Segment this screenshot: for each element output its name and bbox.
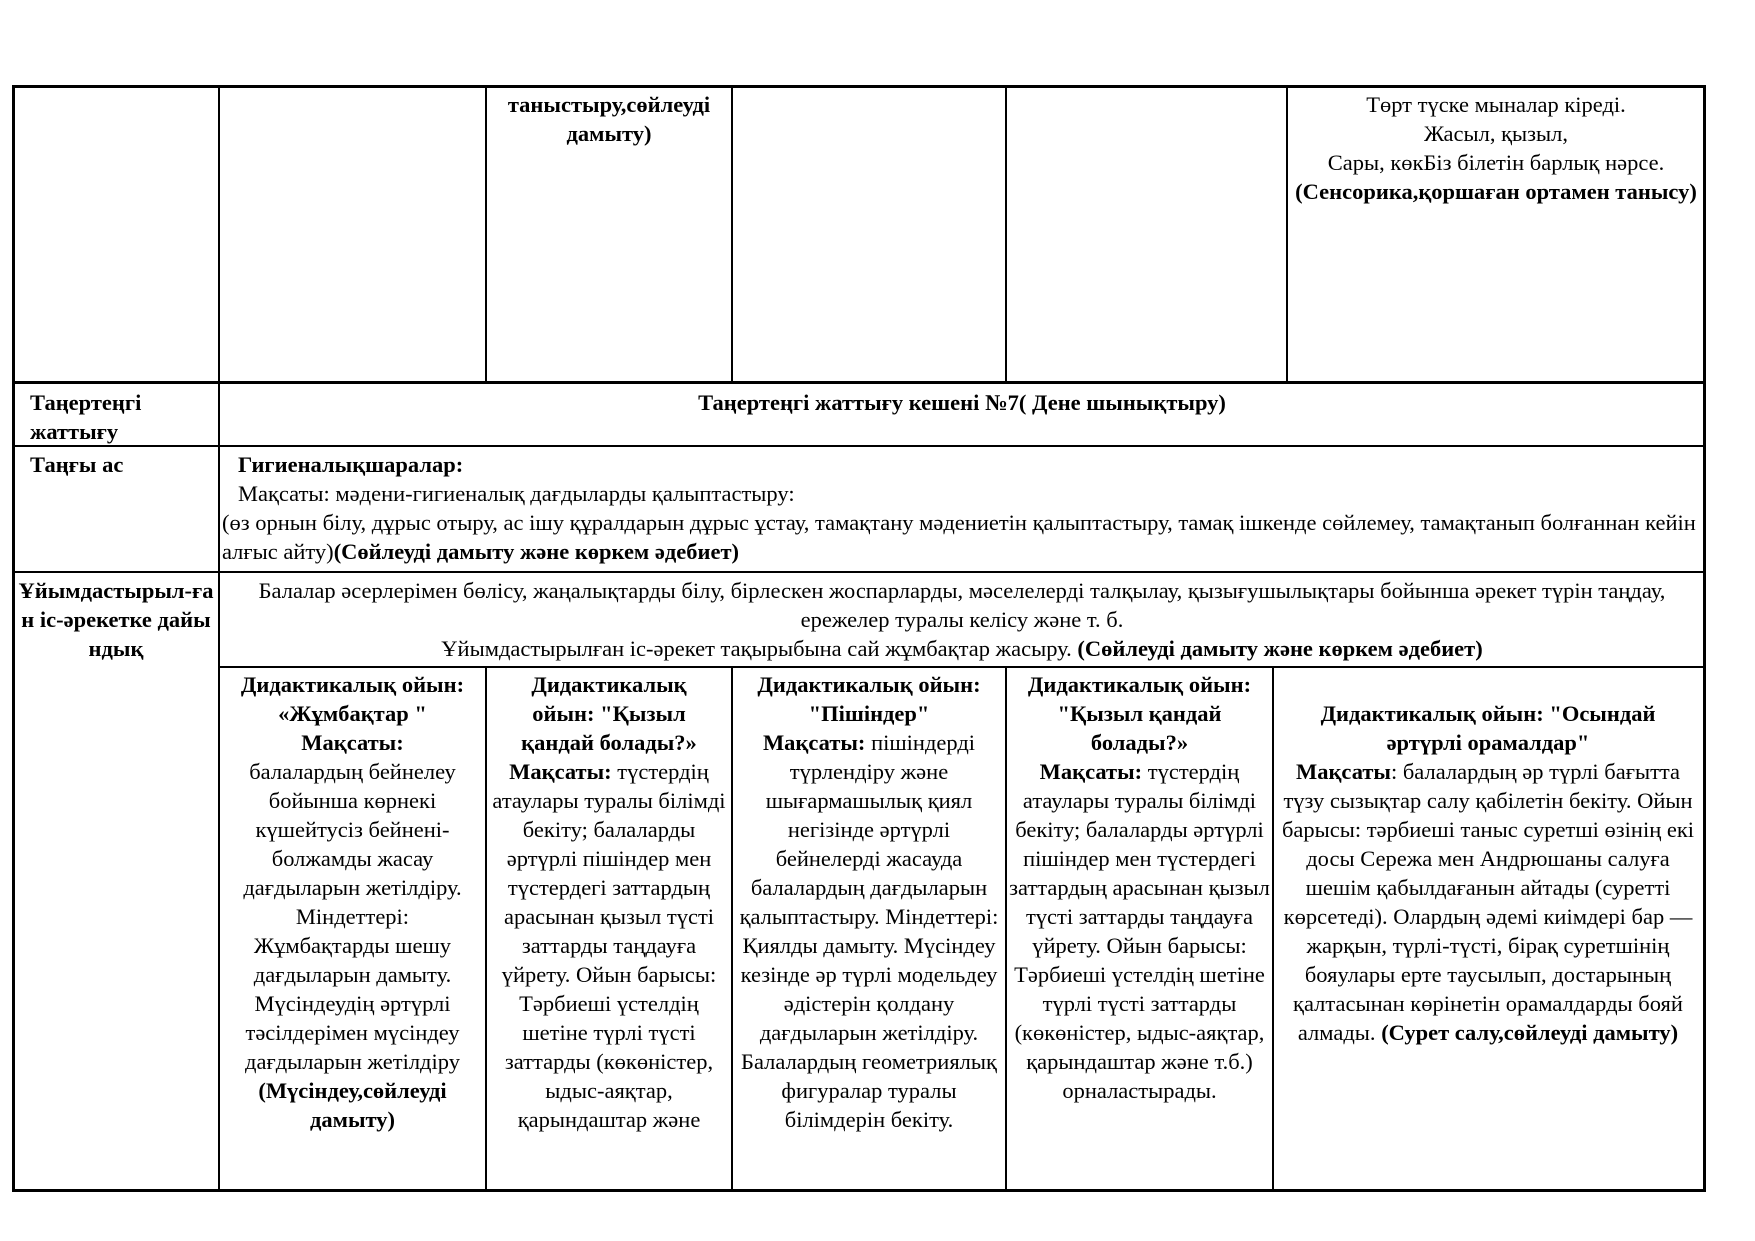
breakfast-label: Таңғы ас (30, 452, 124, 477)
game-card-5 (1275, 699, 1701, 1189)
label-column-divider (218, 85, 220, 1192)
game-col-divider-2 (731, 666, 733, 1192)
game-col-divider-3 (1005, 666, 1007, 1192)
preparation-riddles: Ұйымдастырылған іс-әрекет тақырыбына сай жұмбақтар жасыру. (Сөйлеуді дамыту және көркем әдебиет) (441, 636, 1483, 661)
breakfast-heading: Гигиеналықшаралар: (238, 452, 464, 477)
breakfast-details: (өз орнын білу, дұрыс отыру, ас ішу құралдарын дұрыс ұстау, тамақтану мәдениетін қалыптастыру, тамақ ішкенде сөйлемеу, тамақтанып болғаннан кейін алғыс айту)(Сөйлеуді дамыту және көркем әдебиет) (222, 510, 1696, 564)
top-row-col3-text: таныстыру,сөйлеуді дамыту) (507, 92, 711, 146)
game-4-title: Дидактикалық ойын: "Қызыл қандай болады?» (1027, 672, 1252, 755)
preparation-label: Ұйымдастырыл-ған іс-әрекетке дайындық (18, 578, 214, 661)
game-5-body: Мақсаты: балалардың әр түрлі бағытта түзу сызықтар салу қабілетін бекіту. Ойын барысы: тәрбиеші таныс суретші өзінің екі досы Сережа мен Андрюшаны салуға шешім қабылдағанын айтады (суретті көрсетеді). Олардың әдемі киімдері бар — жарқын, түрлі-түсті, бірақ суретшінің бояулары ерте таусылып, достарының қалтасынан көрінетін орамалдарды бояй алмады. (Сурет салу,сөйлеуді дамыту) (1281, 759, 1695, 1045)
breakfast-goal: Мақсаты: мәдени-гигиеналық дағдыларды қалыптастыру: (238, 481, 795, 506)
game-3-body: Мақсаты: пішіндерді түрлендіру және шығармашылық қиял негізінде әртүрлі бейнелерді жасауда балалардың дағдыларын қалыптастыру. Міндеттері: Қиялды дамыту. Мүсіндеу кезінде әр түрлі модельдеу әдістерін қолдану дағдыларын жетілдіру. Балалардың геометриялық фигуралар туралы білімдерін бекіту. (739, 730, 999, 1132)
game-2-body: Мақсаты: түстердің атаулары туралы білімді бекіту; балаларды әртүрлі пішіндер мен түстердегі заттардың арасынан қызыл түсті заттарды таңдауға үйрету. Ойын барысы: Тәрбиеші үстелдің шетіне түрлі түсті заттарды (көкөністер, ыдыс-аяқтар, қарындаштар және (492, 759, 726, 1132)
top-col-divider-3 (1005, 85, 1007, 382)
game-card-2 (488, 670, 730, 1189)
breakfast-content (222, 450, 1702, 566)
table-right-border (1703, 85, 1706, 1192)
game-4-body: Мақсаты: түстердің атаулары туралы білімді бекіту; балаларды әртүрлі пішіндер мен түстердегі заттардың арасынан қызыл түсті заттарды таңдауға үйрету. Ойын барысы: Тәрбиеші үстелдің шетіне түрлі түсті заттарды (көкөністер, ыдыс-аяқтар, қарындаштар және т.б.) орналастырады. (1009, 759, 1270, 1103)
top-row-last-col (1292, 90, 1700, 206)
game-2-title: Дидактикалық ойын: "Қызыл қандай болады?» (521, 672, 697, 755)
game-card-3 (734, 670, 1004, 1189)
game-1-goal-label: Мақсаты: (301, 730, 404, 755)
preparation-intro-text: Балалар әсерлерімен бөлісу, жаңалықтарды білу, бірлескен жоспарларды, мәселелерді талқылау, қызығушылықтары бойынша әрекет түрін таңдау, ережелер туралы келісу және т. б. (258, 578, 1666, 632)
game-card-1 (221, 670, 484, 1189)
table-bottom-border (12, 1189, 1706, 1192)
game-card-4 (1008, 670, 1271, 1189)
top-col-divider-4 (1286, 85, 1288, 382)
game-5-title: Дидактикалық ойын: "Осындай әртүрлі орамалдар" (1320, 701, 1656, 755)
game-1-text: балалардың бейнелеу бойынша көрнекі күшейтусіз бейнені-болжамды жасау дағдыларын жетілдіру. Міндеттері: Жұмбақтарды шешу дағдыларын дамыту. Мүсіндеудің әртүрлі тәсілдерімен мүсіндеу дағдыларын жетілдіру (243, 759, 462, 1074)
last-col-line2: Жасыл, қызыл, (1423, 121, 1569, 146)
top-col-divider-1 (485, 85, 487, 382)
row-divider-1 (12, 381, 1706, 384)
game-1-title: Дидактикалық ойын: «Жұмбақтар " (240, 672, 465, 726)
morning-exercise-label: Таңертеңгі жаттығу (30, 390, 142, 444)
game-col-divider-1 (485, 666, 487, 1192)
game-1-bold-end: (Мүсіндеу,сөйлеуді дамыту) (258, 1078, 447, 1132)
row-divider-2 (12, 445, 1706, 447)
table-left-border (12, 85, 15, 1192)
preparation-intro (222, 576, 1702, 663)
top-col-divider-2 (731, 85, 733, 382)
row-divider-4 (218, 666, 1706, 668)
game-3-title: Дидактикалық ойын: "Пішіндер" (757, 672, 981, 726)
last-col-line1: Төрт түске мыналар кіреді. (1366, 92, 1626, 117)
last-col-line3: Сары, көкБіз білетін барлық нәрсе.(Сенсорика,қоршаған ортамен танысу) (1295, 150, 1697, 204)
table-top-border (12, 85, 1706, 88)
morning-exercise-content: Таңертеңгі жаттығу кешені №7( Дене шынықтыру) (698, 390, 1226, 415)
row-divider-3 (12, 571, 1706, 573)
game-col-divider-4 (1272, 666, 1274, 1192)
